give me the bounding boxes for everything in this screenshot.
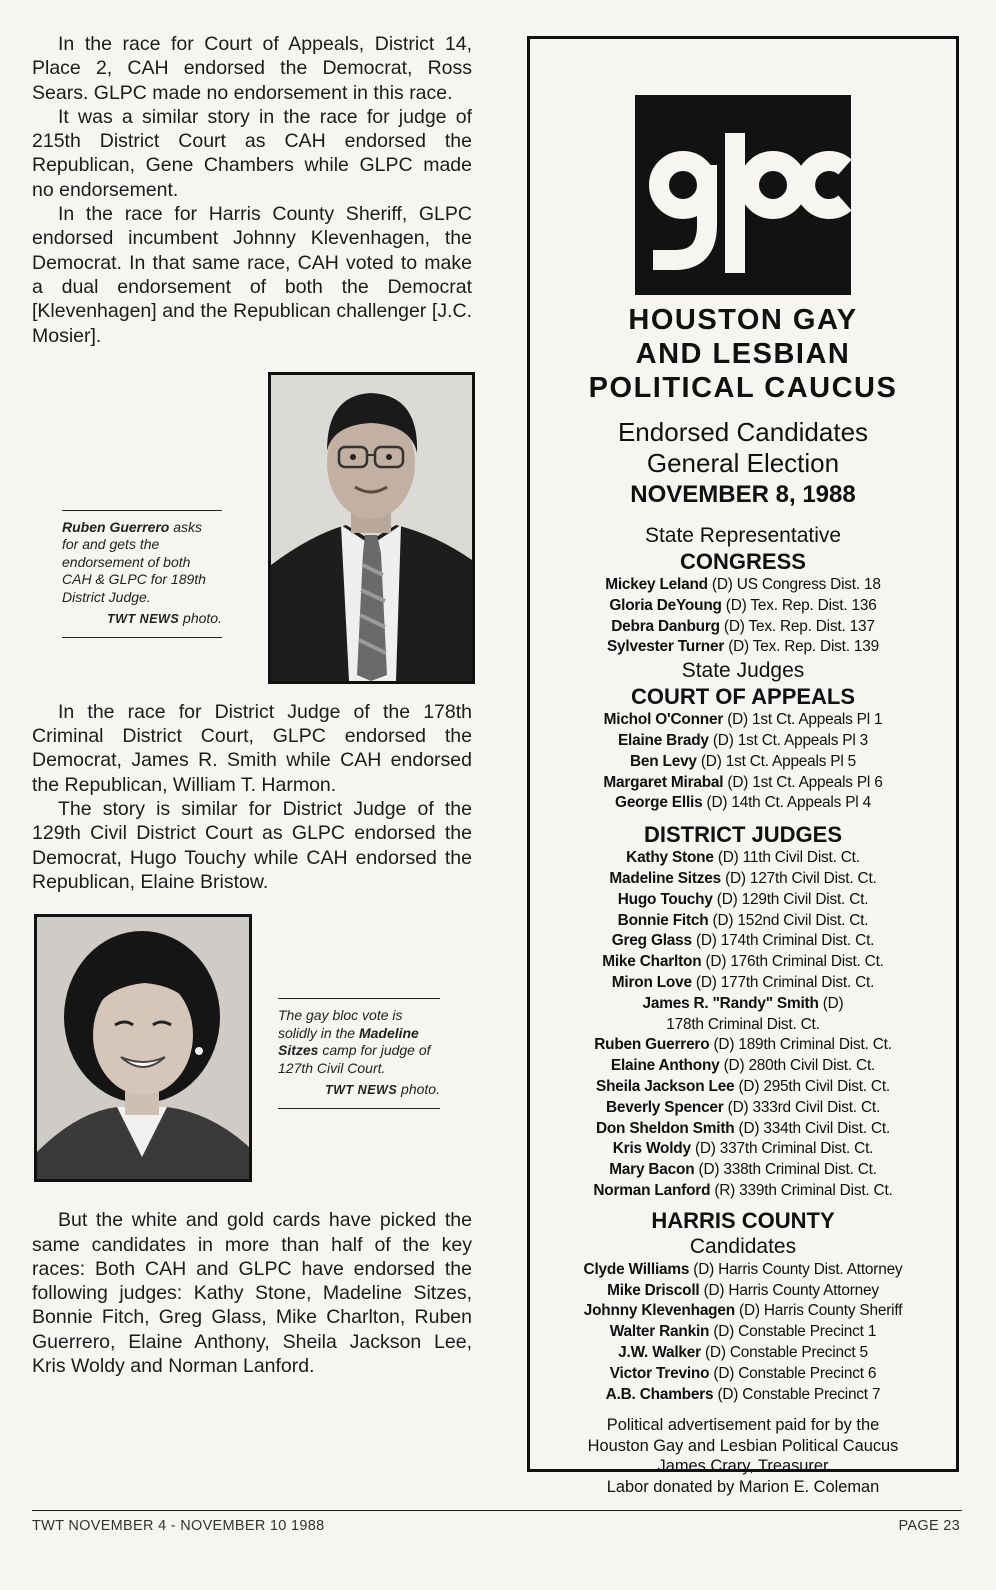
section-title: State Representative <box>644 524 842 547</box>
candidate-line: Ben Levy (D) 1st Ct. Appeals Pl 5 <box>629 752 857 770</box>
photo-ruben-guerrero <box>268 372 475 684</box>
endorsed-candidates-title: Endorsed Candidates <box>617 417 869 447</box>
caption-text: asks for and gets the endorsement of both CAH & GLPC for 189th District Judge. <box>62 518 206 605</box>
candidate-line: A.B. Chambers (D) Constable Precinct 7 <box>605 1385 881 1403</box>
candidate-line: George Ellis (D) 14th Ct. Appeals Pl 4 <box>615 794 871 812</box>
disclaimer-line: Political advertisement paid for by the <box>606 1416 880 1435</box>
photo-madeline-sitzes <box>34 914 252 1182</box>
article-paragraph: The story is similar for District Judge of the 129th Civil District Court as GLPC endorsed the Democrat, Hugo Touchy while CAH endorsed the Republican, Elaine Bristow. <box>32 798 472 893</box>
photo-block-guerrero <box>32 372 472 692</box>
candidate-list <box>530 575 956 658</box>
article-paragraph: In the race for District Judge of the 178th Criminal District Court, GLPC endorsed the Democrat, James R. Smith while CAH endorsed the Republican, William T. Harmon. <box>32 700 472 796</box>
caption-rule <box>278 998 440 999</box>
article-paragraphs-top <box>32 32 472 348</box>
candidate-line: Sylvester Turner (D) Tex. Rep. Dist. 139 <box>606 638 879 656</box>
candidate-line: Johnny Klevenhagen (D) Harris County Sheriff <box>583 1302 903 1320</box>
photo-caption-guerrero <box>62 510 222 638</box>
caption-rule <box>62 637 222 638</box>
disclaimer-line: James Crary, Treasurer <box>657 1457 829 1476</box>
spacer <box>530 814 956 822</box>
section-title: Candidates <box>689 1234 797 1258</box>
glpc-advertisement <box>527 36 959 1496</box>
org-name <box>530 303 956 405</box>
org-name-line: AND LESBIAN <box>635 338 851 370</box>
footer-page-number: PAGE 23 <box>898 1518 960 1534</box>
candidate-list <box>530 848 956 1202</box>
candidate-line: Elaine Brady (D) 1st Ct. Appeals Pl 3 <box>617 731 869 749</box>
article-paragraph: In the race for Court of Appeals, District 14, Place 2, CAH endorsed the Democrat, Ross Sears. GLPC made no endorsement in this race. <box>32 33 472 104</box>
caption-text: The gay bloc vote is solidly in the <box>278 1007 403 1041</box>
candidate-line: Miron Love (D) 177th Criminal Dist. Ct. <box>611 973 875 991</box>
photo-block-sitzes <box>32 914 472 1196</box>
candidate-line: Margaret Mirabal (D) 1st Ct. Appeals Pl 6 <box>603 773 883 791</box>
caption-name: Madeline Sitzes <box>278 1024 419 1059</box>
candidate-line: Mary Bacon (D) 338th Criminal Dist. Ct. <box>609 1161 877 1179</box>
candidate-list <box>530 1260 956 1406</box>
candidate-list <box>530 710 956 814</box>
section-heading: CONGRESS <box>680 549 806 574</box>
candidate-line: Bonnie Fitch (D) 152nd Civil Dist. Ct. <box>617 911 869 929</box>
ad-disclaimer <box>530 1415 956 1497</box>
candidate-line: Walter Rankin (D) Constable Precinct 1 <box>609 1323 877 1341</box>
candidate-line: Michol O'Conner (D) 1st Ct. Appeals Pl 1 <box>603 711 883 729</box>
candidate-line: Mike Driscoll (D) Harris County Attorney <box>607 1281 879 1299</box>
caption-rule <box>62 510 222 511</box>
candidate-line: Ruben Guerrero (D) 189th Criminal Dist. Ct. <box>594 1036 892 1054</box>
candidate-line: Beverly Spencer (D) 333rd Civil Dist. Ct. <box>605 1098 881 1116</box>
footer-issue-date: TWT NOVEMBER 4 - NOVEMBER 10 1988 <box>32 1518 325 1534</box>
article-paragraphs-bottom <box>32 1208 472 1378</box>
photo-credit: TWT NEWS photo. <box>107 610 222 627</box>
candidate-line: Sheila Jackson Lee (D) 295th Civil Dist. Ct. <box>596 1077 890 1095</box>
disclaimer-line: Houston Gay and Lesbian Political Caucus <box>587 1436 899 1455</box>
caption-rule <box>278 1108 440 1109</box>
org-name-line: POLITICAL CAUCUS <box>588 372 898 404</box>
candidate-line: Gloria DeYoung (D) Tex. Rep. Dist. 136 <box>609 596 877 614</box>
caption-name: Ruben Guerrero <box>62 518 170 535</box>
candidate-line: Debra Danburg (D) Tex. Rep. Dist. 137 <box>611 617 875 635</box>
candidate-line: Clyde Williams (D) Harris County Dist. Attorney <box>583 1260 903 1278</box>
candidate-line: Don Sheldon Smith (D) 334th Civil Dist. Ct. <box>595 1119 891 1137</box>
glpc-logo <box>635 95 851 295</box>
candidate-line: Kris Woldy (D) 337th Criminal Dist. Ct. <box>612 1140 874 1158</box>
candidate-line: J.W. Walker (D) Constable Precinct 5 <box>618 1343 868 1361</box>
candidate-line: Hugo Touchy (D) 129th Civil Dist. Ct. <box>617 890 869 908</box>
glpc-logo-mark-icon <box>635 95 851 295</box>
candidate-line: Kathy Stone (D) 11th Civil Dist. Ct. <box>626 849 860 867</box>
article-paragraph: But the white and gold cards have picked the same candidates in more than half of the key races: Both CAH and GLPC have endorsed the following judges: Kathy Stone, Madeline Sitzes, Bonnie Fitch, Greg Glass, Mike Charlton, Ruben Guerrero, Elaine Anthony, Sheila Jackson Lee, Kris Woldy and Norman Lanford. <box>32 1209 472 1378</box>
footer-divider <box>32 1510 962 1511</box>
candidate-line: Greg Glass (D) 174th Criminal Dist. Ct. <box>611 932 875 950</box>
article-paragraphs-middle <box>32 700 472 894</box>
photo-caption-sitzes <box>278 998 440 1109</box>
section-heading: COURT OF APPEALS <box>630 684 856 710</box>
portrait-man-image <box>271 375 472 681</box>
candidate-line: Madeline Sitzes (D) 127th Civil Dist. Ct. <box>609 869 877 887</box>
section-heading: HARRIS COUNTY <box>651 1207 835 1233</box>
article-paragraph: It was a similar story in the race for judge of 215th District Court as CAH endorsed the Republican, Gene Chambers while GLPC made no endorsement. <box>32 105 472 201</box>
portrait-woman-image <box>37 917 249 1179</box>
article-paragraph: In the race for Harris County Sheriff, GLPC endorsed incumbent Johnny Klevenhagen, the Democrat. In that same race, CAH voted to make a dual endorsement of both the Democrat [Klevenhagen] and the Republican challenger [J.C. Mosier]. <box>32 203 472 347</box>
caption-text: camp for judge of 127th Civil Court. <box>278 1042 431 1076</box>
article-column <box>32 32 472 1378</box>
disclaimer-line: Labor donated by Marion E. Coleman <box>606 1477 880 1496</box>
candidate-line: Mickey Leland (D) US Congress Dist. 18 <box>605 576 881 593</box>
section-title: State Judges <box>681 659 805 683</box>
org-name-line: HOUSTON GAY <box>628 304 858 336</box>
election-date: NOVEMBER 8, 1988 <box>630 481 856 508</box>
candidate-line: Victor Trevino (D) Constable Precinct 6 <box>609 1364 877 1382</box>
candidate-line: Elaine Anthony (D) 280th Civil Dist. Ct. <box>610 1057 876 1075</box>
candidate-line: James R. "Randy" Smith (D) <box>642 994 844 1012</box>
candidate-line: Mike Charlton (D) 176th Criminal Dist. Ct. <box>602 953 884 971</box>
photo-credit: TWT NEWS photo. <box>325 1081 440 1098</box>
section-heading: DISTRICT JUDGES <box>643 822 843 848</box>
general-election-title: General Election <box>646 448 840 478</box>
candidate-line: Norman Lanford (R) 339th Criminal Dist. Ct. <box>593 1181 893 1199</box>
candidate-line: 178th Criminal Dist. Ct. <box>666 1015 820 1033</box>
